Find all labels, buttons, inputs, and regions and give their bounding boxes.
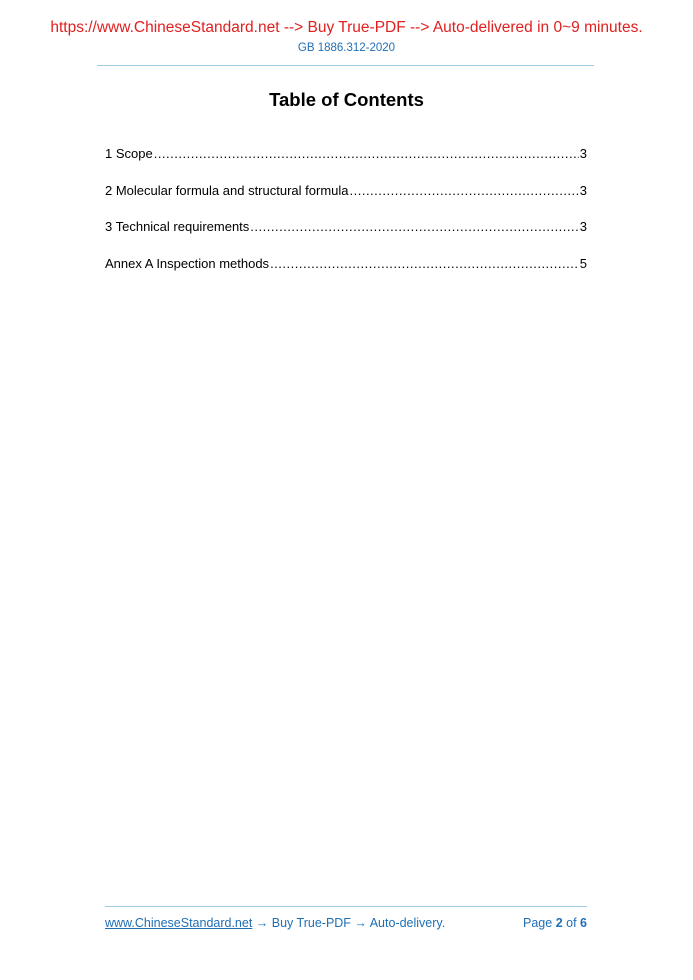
of-word: of — [566, 916, 577, 930]
toc-entry-technical-requirements[interactable] — [105, 219, 587, 256]
toc-list — [105, 146, 587, 292]
footer-promo — [105, 916, 445, 930]
top-banner-link[interactable]: https://www.ChineseStandard.net --> Buy True-PDF --> Auto-delivered in 0~9 minutes. — [50, 19, 643, 36]
page-total: 6 — [580, 916, 587, 930]
page-word: Page — [523, 916, 553, 930]
document-code: GB 1886.312-2020 — [297, 42, 396, 54]
toc-dot-leader — [270, 256, 579, 271]
page-current: 2 — [555, 916, 563, 930]
toc-entry-annex-a[interactable] — [105, 256, 587, 293]
toc-title: Table of Contents — [269, 89, 424, 110]
toc-entry-label: 1 Scope — [105, 146, 153, 161]
header-divider — [97, 65, 594, 66]
toc-entry-molecular-formula[interactable] — [105, 183, 587, 220]
toc-entry-page: 5 — [579, 255, 587, 271]
toc-dot-leader — [350, 183, 579, 198]
toc-entry-page: 3 — [579, 146, 587, 161]
toc-entry-scope[interactable] — [105, 146, 587, 183]
footer-site-link[interactable]: www.ChineseStandard.net — [105, 916, 253, 930]
toc-entry-page: 3 — [579, 219, 587, 234]
toc-entry-label: 2 Molecular formula and structural formula — [105, 182, 349, 198]
toc-entry-page: 3 — [579, 182, 587, 198]
footer-tagline: → Buy True-PDF → Auto-delivery. — [252, 916, 446, 930]
footer-divider — [105, 906, 587, 907]
toc-dot-leader — [154, 146, 579, 161]
toc-dot-leader — [250, 219, 578, 234]
toc-entry-label: 3 Technical requirements — [105, 219, 250, 234]
toc-entry-label: Annex A Inspection methods — [105, 255, 270, 271]
page-footer — [105, 916, 587, 930]
page-indicator — [523, 916, 587, 930]
